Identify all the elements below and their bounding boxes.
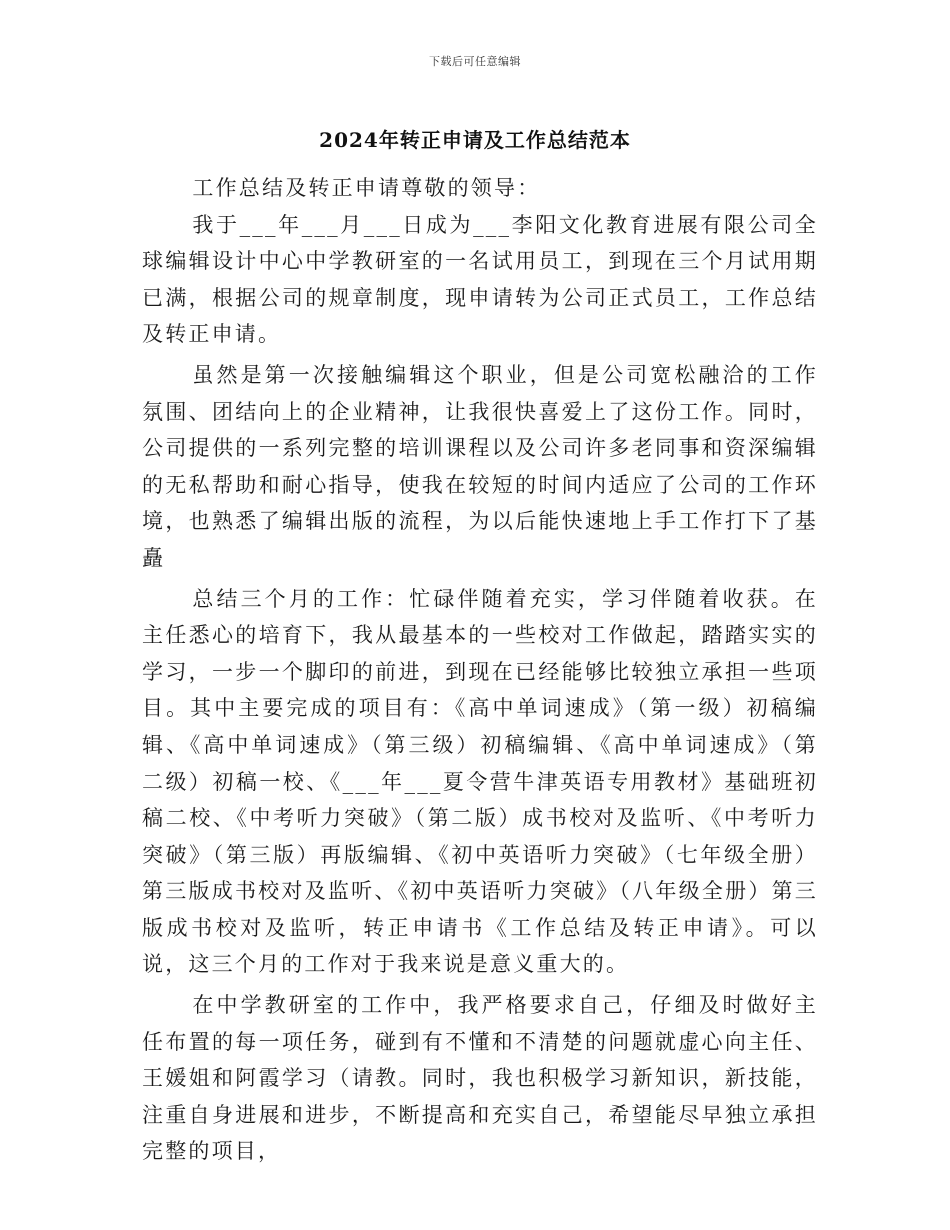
paragraph-experience: 虽然是第一次接触编辑这个职业，但是公司宽松融洽的工作氛围、团结向上的企业精神，让我很快喜爱上了这份工作。同时，公司提供的一系列完整的培训课程以及公司许多老同事和资深编辑的无私帮助和耐心指导，使我在较短的时间内适应了公司的工作环境，也熟悉了编辑出版的流程，为以后能快速地上手工作打下了基矗: [142, 362, 818, 570]
greeting-line: 工作总结及转正申请尊敬的领导：: [192, 176, 541, 200]
paragraph-summary: 总结三个月的工作：忙碌伴随着充实，学习伴随着收获。在主任悉心的培育下，我从最基本的一些校对工作做起，踏踏实实的学习，一步一个脚印的前进，到现在已经能够比较独立承担一些项目。其中主要完成的项目有：《高中单词速成》（第一级）初稿编辑、《高中单词速成》（第三级）初稿编辑、《高中单词速成》（第二级）初稿一校、《___年___夏令营牛津英语专用教材》基础班初稿二校、《中考听力突破》（第二版）成书校对及监听、《中考听力突破》（第三版）再版编辑、《初中英语听力突破》（七年级全册）第三版成书校对及监听、《初中英语听力突破》（八年级全册）第三版成书校对及监听，转正申请书《工作总结及转正申请》。可以说，这三个月的工作对于我来说是意义重大的。: [142, 586, 818, 977]
header-note: 下载后可任意编辑: [429, 55, 521, 68]
document-title: 2024年转正申请及工作总结范本: [319, 128, 631, 152]
paragraph-attitude: 在中学教研室的工作中，我严格要求自己，仔细及时做好主任布置的每一项任务，碰到有不懂和不清楚的问题就虚心向主任、王媛姐和阿霞学习（请教。同时，我也积极学习新知识，新技能，注重自身进展和进步，不断提高和充实自己，希望能尽早独立承担完整的项目，: [142, 993, 818, 1164]
paragraph-intro: 我于___年___月___日成为___李阳文化教育进展有限公司全球编辑设计中心中学教研室的一名试用员工，到现在三个月试用期已满，根据公司的规章制度，现申请转为公司正式员工，工作总结及转正申请。: [142, 212, 818, 347]
document-body: [142, 170, 818, 1174]
